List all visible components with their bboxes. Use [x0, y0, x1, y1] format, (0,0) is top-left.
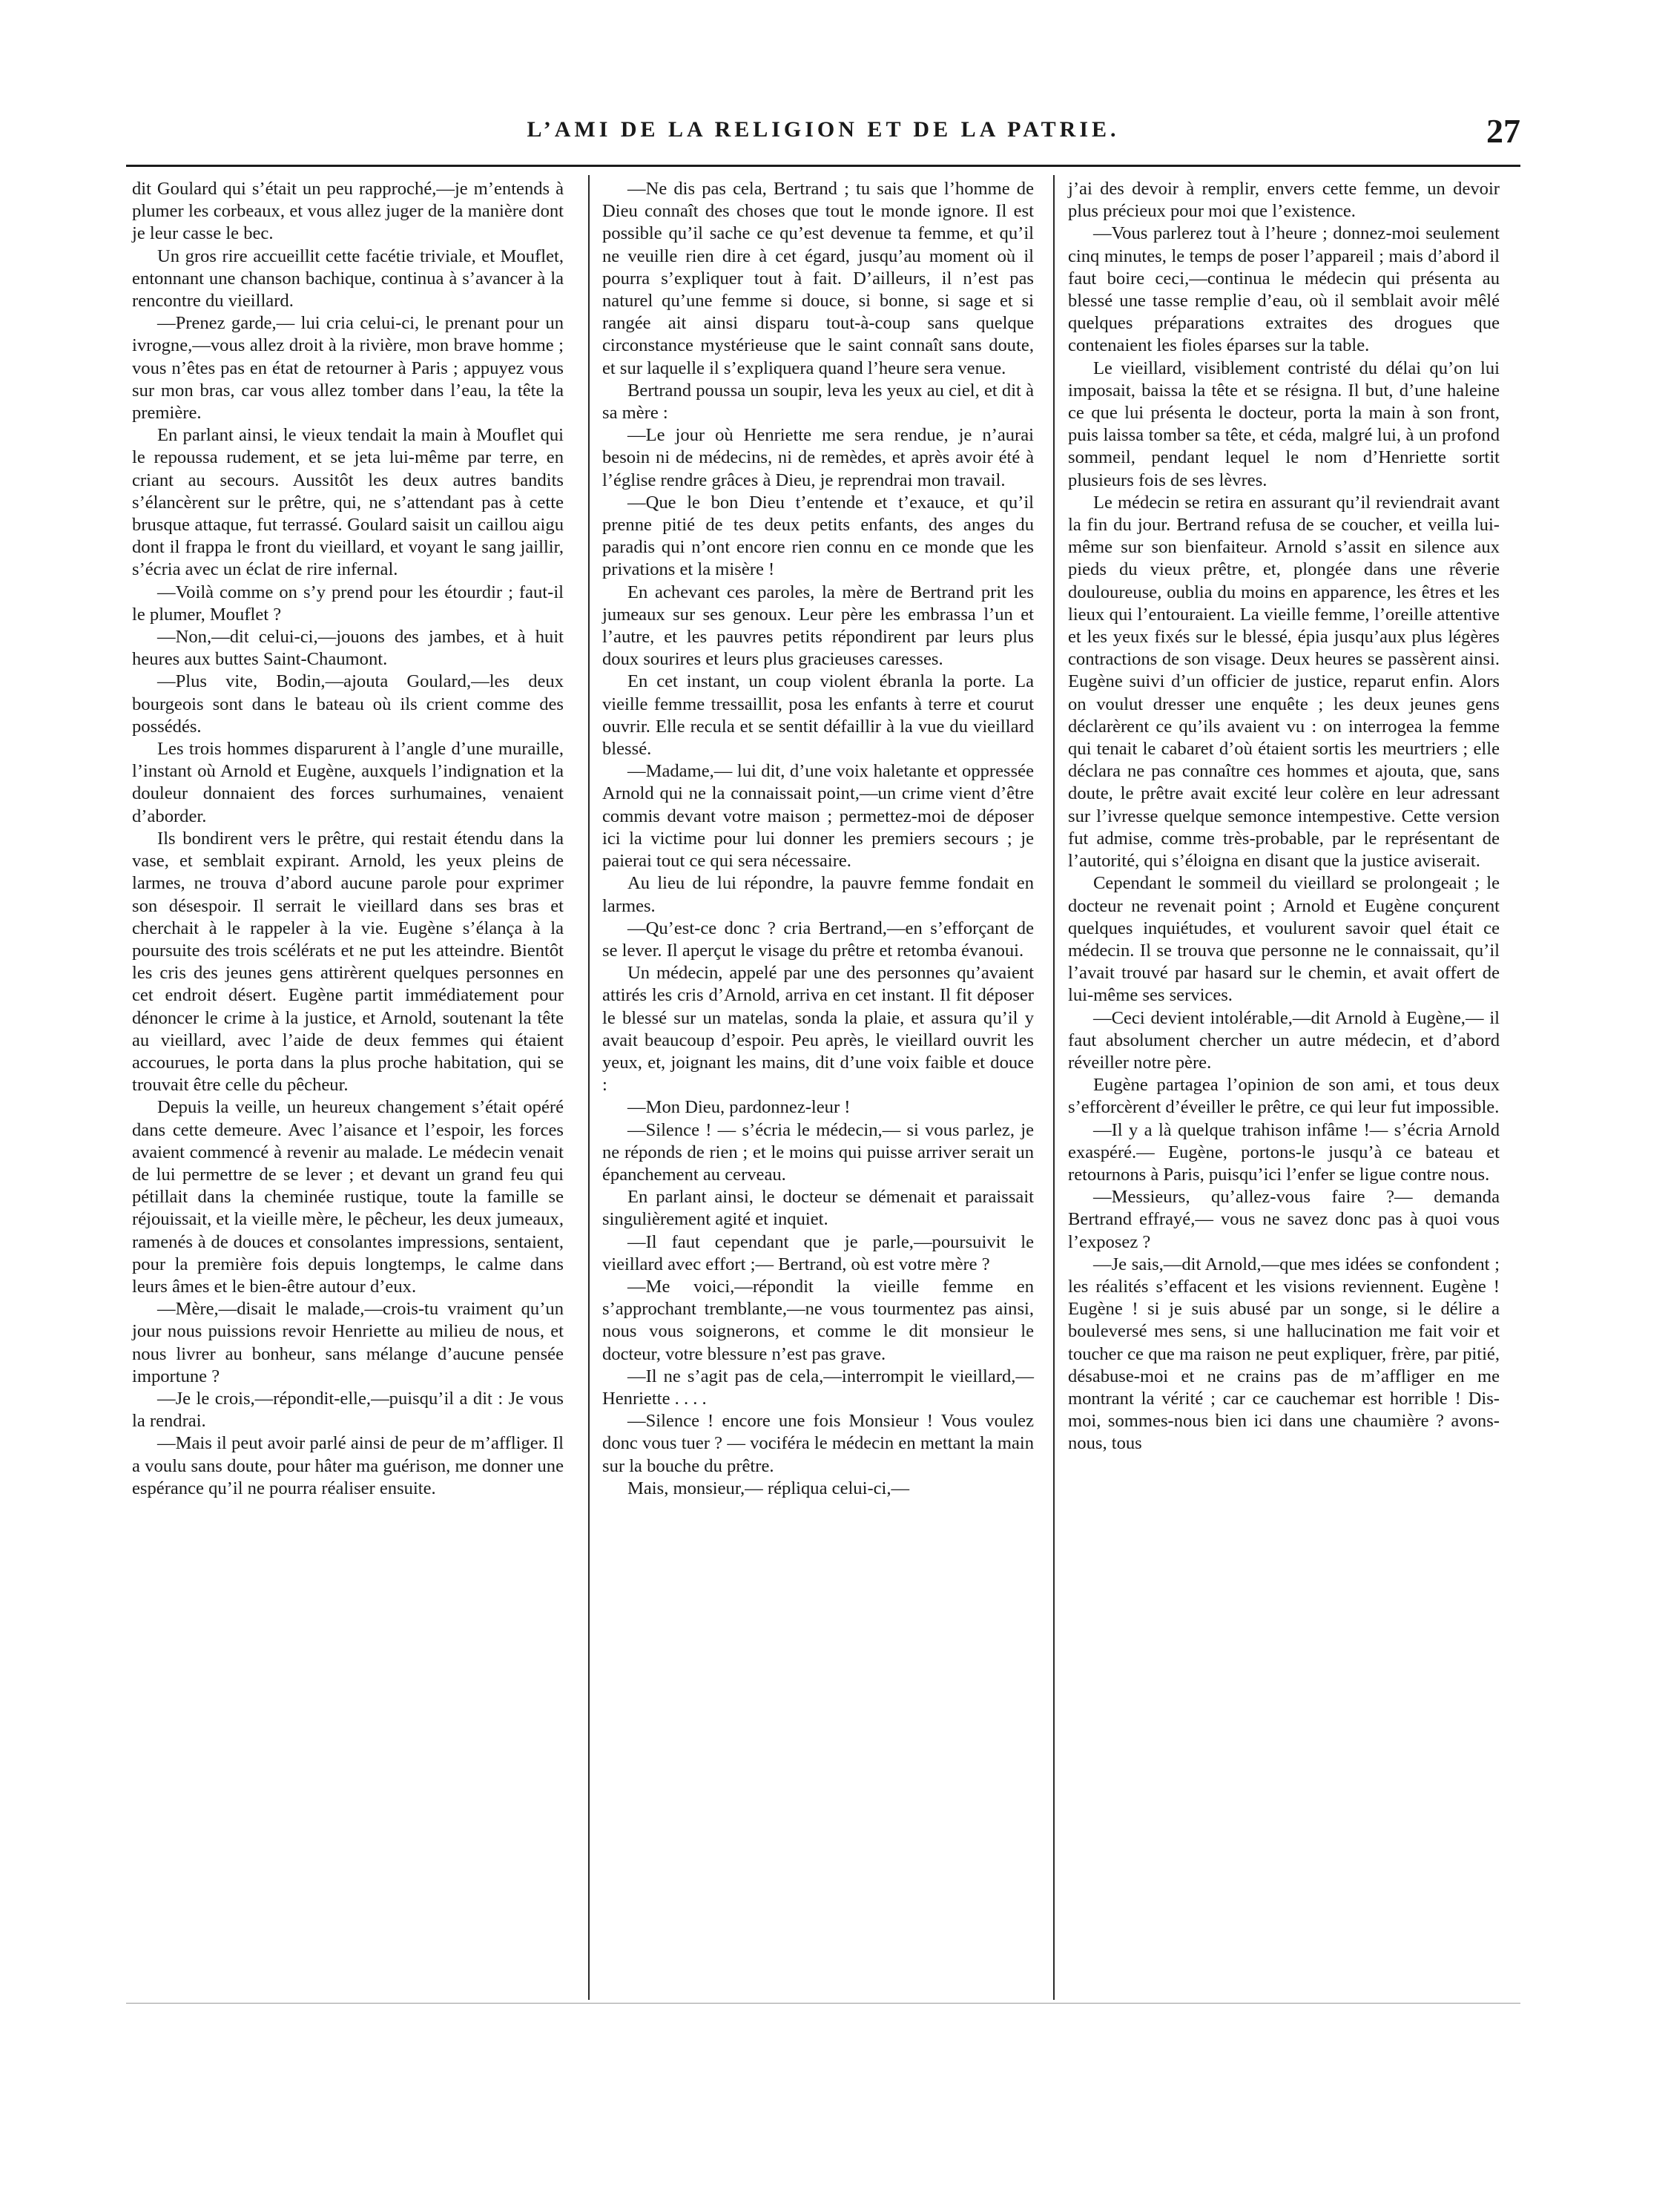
paragraph: —Silence ! — s’écria le médecin,— si vous parlez, je ne réponds de rien ; et le moins qui puisse arriver serait un épanchement au cerveau.: [602, 1119, 1034, 1185]
paragraph: Le vieillard, visiblement contristé du délai qu’on lui imposait, baissa la tête et se résigna. Il but, d’une haleine ce que lui présenta le docteur, porta la main à son front, puis laissa tomber sa tête, et céda, malgré lui, à un profond sommeil, pendant lequel le nom d’Henriette sortit plusieurs fois de ses lèvres.: [1068, 358, 1500, 490]
paragraph: —Je le crois,—répondit-elle,—puisqu’il a dit : Je vous la rendrai.: [132, 1388, 564, 1432]
paragraph: dit Goulard qui s’était un peu rapproché,—je m’entends à plumer les corbeaux, et vous allez juger de la manière dont je leur casse le bec.: [132, 179, 564, 244]
paragraph: —Il y a là quelque trahison infâme !— s’écria Arnold exaspéré.— Eugène, portons-le jusqu’à ce bateau et retournons à Paris, puisqu’ici l’enfer se ligue contre nous.: [1068, 1119, 1500, 1185]
paragraph: —Il ne s’agit pas de cela,—interrompit le vieillard,—Henriette . . . .: [602, 1366, 1034, 1409]
paragraph: —Qu’est-ce donc ? cria Bertrand,—en s’efforçant de se lever. Il aperçut le visage du prêtre et retomba évanoui.: [602, 918, 1034, 961]
paragraph: —Voilà comme on s’y prend pour les étourdir ; faut-il le plumer, Mouflet ?: [132, 582, 564, 625]
text-column-1: [132, 178, 564, 1500]
paragraph: —Le jour où Henriette me sera rendue, je n’aurai besoin ni de médecins, ni de remèdes, et après avoir été à l’église rendre grâces à Dieu, je reprendrai mon travail.: [602, 425, 1034, 490]
paragraph: Les trois hommes disparurent à l’angle d’une muraille, l’instant où Arnold et Eugène, auxquels l’indignation et la douleur donnaient des forces surhumaines, venaient d’aborder.: [132, 739, 564, 826]
paragraph: —Mon Dieu, pardonnez-leur !: [627, 1097, 851, 1118]
paragraph: j’ai des devoir à remplir, envers cette femme, un devoir plus précieux pour moi que l’existence.: [1068, 179, 1500, 222]
journal-title: L’AMI DE LA RELIGION ET DE LA PATRIE.: [527, 117, 1120, 142]
paragraph: En parlant ainsi, le vieux tendait la main à Mouflet qui le repoussa rudement, et se jeta lui-même par terre, en criant au secours. Aussitôt les deux autres bandits s’élancèrent sur le prêtre, qui, ne s’attendant pas à cette brusque attaque, fut terrassé. Goulard saisit un caillou aigu dont il frappa le front du vieillard, et voyant le sang jaillir, s’écria avec un éclat de rire infernal.: [132, 425, 564, 580]
column-divider: [1053, 175, 1055, 2000]
paragraph: Ils bondirent vers le prêtre, qui restait étendu dans la vase, et semblait expirant. Arnold, les yeux pleins de larmes, ne trouva d’abord aucune parole pour exprimer son désespoir. Il serrait le vieillard dans ses bras et cherchait à le rappeler à la vie. Eugène s’élança à la poursuite des trois scélérats et ne put les atteindre. Bientôt les cris des jeunes gens attirèrent quelques personnes en cet endroit désert. Eugène partit immédiatement pour dénoncer le crime à la justice, et Arnold, soutenant la tête au vieillard, avec l’aide de deux femmes qui étaient accourues, le porta dans la plus proche habitation, qui se trouvait être celle du pêcheur.: [132, 828, 564, 1096]
paragraph: En parlant ainsi, le docteur se démenait et paraissait singulièrement agité et inquiet.: [602, 1187, 1034, 1230]
page-number: 27: [1486, 112, 1520, 150]
paragraph: —Prenez garde,— lui cria celui-ci, le prenant pour un ivrogne,—vous allez droit à la rivière, mon brave homme ; vous n’êtes pas en état de retourner à Paris ; appuyez vous sur mon bras, car vous allez tomber dans l’eau, la tête la première.: [132, 313, 564, 424]
text-column-2: [602, 178, 1034, 1500]
paragraph: —Plus vite, Bodin,—ajouta Goulard,—les deux bourgeois sont dans le bateau où ils crient comme des possédés.: [132, 671, 564, 737]
paragraph: Depuis la veille, un heureux changement s’était opéré dans cette demeure. Avec l’aisance et l’espoir, les forces avaient commencé à revenir au malade. Le médecin venait de lui permettre de se lever ; et devant un grand feu qui pétillait dans la cheminée rustique, toute la famille se réjouissait, et la vieille mère, le pêcheur, les deux jumeaux, ramenés à de douces et consolantes impressions, sentaient, pour la première fois depuis longtemps, le calme dans leurs âmes et le bien-être autour d’eux.: [132, 1097, 564, 1297]
header-rule: [126, 165, 1520, 167]
paragraph: En cet instant, un coup violent ébranla la porte. La vieille femme tressaillit, posa les enfants à terre et courut ouvrir. Elle recula et se sentit défaillir à la vue du vieillard blessé.: [602, 671, 1034, 760]
paragraph: —Me voici,—répondit la vieille femme en s’approchant tremblante,—ne vous tourmentez pas ainsi, nous vous soignerons, et comme le dit monsieur le docteur, votre blessure n’est pas grave.: [602, 1276, 1034, 1364]
paragraph: —Ceci devient intolérable,—dit Arnold à Eugène,— il faut absolument chercher un autre médecin, et d’abord réveiller notre père.: [1068, 1007, 1500, 1073]
paragraph: —Il faut cependant que je parle,—poursuivit le vieillard avec effort ;— Bertrand, où est votre mère ?: [602, 1231, 1034, 1274]
paragraph: —Je sais,—dit Arnold,—que mes idées se confondent ; les réalités s’effacent et les visions reviennent. Eugène ! Eugène ! si je suis abusé par un songe, si le délire a bouleversé mes sens, si une hallucination me fait voir et toucher ce que ma raison ne peut expliquer, frère, par pitié, désabuse-moi et ne crains pas de m’affliger en me montrant la vérité ; car ce cauchemar est horrible ! Dis-moi, sommes-nous bien ici dans une chaumière ? avons-nous, tous: [1068, 1254, 1500, 1454]
paragraph: —Non,—dit celui-ci,—jouons des jambes, et à huit heures aux buttes Saint-Chaumont.: [132, 627, 564, 670]
paragraph: —Que le bon Dieu t’entende et t’exauce, et qu’il prenne pitié de tes deux petits enfants, des anges du paradis qui n’ont encore rien connu en ce monde que les privations et la misère !: [602, 492, 1034, 580]
column-divider: [588, 175, 590, 2000]
paragraph: Cependant le sommeil du vieillard se prolongeait ; le docteur ne revenait point ; Arnold et Eugène conçurent quelques inquiétudes, et voulurent savoir quel était ce médecin. Il se trouva que personne ne le connaissait, qu’il l’avait trouvé par hasard sur le chemin, et avait offert de lui-même ses services.: [1068, 873, 1500, 1006]
paragraph: Un médecin, appelé par une des personnes qu’avaient attirés les cris d’Arnold, arriva en cet instant. Il fit déposer le blessé sur un matelas, sonda la plaie, et assura qu’il y avait beaucoup d’espoir. Peu après, le vieillard ouvrit les yeux, et, joignant les mains, dit d’une voix faible et douce :: [602, 963, 1034, 1096]
paragraph: —Ne dis pas cela, Bertrand ; tu sais que l’homme de Dieu connaît des choses que tout le monde ignore. Il est possible qu’il sache ce qu’est devenue ta femme, et qu’il ne veuille rien dire à cet égard, jusqu’au moment où il pourra s’expliquer tout à fait. D’ailleurs, il n’est pas naturel qu’une femme si douce, si bonne, si sage et si rangée ait ainsi disparu tout-à-coup sans quelque circonstance mystérieuse que le saint connaît sans doute, et sur laquelle il s’expliquera quand l’heure sera venue.: [602, 179, 1034, 378]
running-header: [126, 111, 1520, 156]
paragraph: —Madame,— lui dit, d’une voix haletante et oppressée Arnold qui ne la connaissait point,—un crime vient d’être commis devant votre maison ; permettez-moi de déposer ici la victime pour lui donner les premiers secours ; je paierai tout ce qui sera nécessaire.: [602, 761, 1034, 872]
paragraph: —Silence ! encore une fois Monsieur ! Vous voulez donc vous tuer ? — vociféra le médecin en mettant la main sur la bouche du prêtre.: [602, 1411, 1034, 1476]
paragraph: —Vous parlerez tout à l’heure ; donnez-moi seulement cinq minutes, le temps de poser l’appareil ; mais d’abord il faut boire ceci,—continua le médecin qui présenta au blessé une tasse remplie d’eau, où il semblait avoir mêlé quelques préparations extraites des drogues que contenaient les fioles éparses sur la table.: [1068, 223, 1500, 356]
paragraph: Un gros rire accueillit cette facétie triviale, et Mouflet, entonnant une chanson bachique, continua à s’avancer à la rencontre du vieillard.: [132, 246, 564, 312]
paragraph: Au lieu de lui répondre, la pauvre femme fondait en larmes.: [602, 873, 1034, 916]
text-column-3: [1068, 178, 1500, 1455]
paragraph: Bertrand poussa un soupir, leva les yeux au ciel, et dit à sa mère :: [602, 380, 1034, 424]
paragraph: Eugène partagea l’opinion de son ami, et tous deux s’efforcèrent d’éveiller le prêtre, ce qui leur fut impossible.: [1068, 1075, 1500, 1118]
paragraph: Le médecin se retira en assurant qu’il reviendrait avant la fin du jour. Bertrand refusa de se coucher, et veilla lui-même sur son bienfaiteur. Arnold s’assit en silence aux pieds du vieux prêtre, et, plongée dans une rêverie douloureuse, oublia du moins en apparence, les êtres et les lieux qui l’entouraient. La vieille femme, l’oreille attentive et les yeux fixés sur le blessé, épia jusqu’aux plus légères contractions de son visage. Deux heures se passèrent ainsi. Eugène suivi d’un officier de justice, reparut enfin. Alors on voulut dresser une enquête ; les deux jeunes gens déclarèrent ce qu’ils avaient vu : on interrogea la femme qui tenait le cabaret d’où étaient sortis les meurtriers ; elle déclara ne pas connaître ces hommes et ajouta, que, sans doute, le prêtre avait excité leur colère en leur adressant sur l’ivresse quelque semonce intempestive. Cette version fut admise, comme très-probable, par le représentant de l’autorité, qui s’éloigna en disant que la justice aviserait.: [1068, 492, 1500, 872]
paragraph: —Messieurs, qu’allez-vous faire ?— demanda Bertrand effrayé,— vous ne savez donc pas à quoi vous l’exposez ?: [1068, 1187, 1500, 1252]
paragraph: —Mère,—disait le malade,—crois-tu vraiment qu’un jour nous puissions revoir Henriette au milieu de nous, et nous livrer au bonheur, sans mélange d’aucune pensée importune ?: [132, 1299, 564, 1386]
paragraph: —Mais il peut avoir parlé ainsi de peur de m’affliger. Il a voulu sans doute, pour hâter ma guérison, me donner une espérance qu’il ne pourra réaliser ensuite.: [132, 1433, 564, 1498]
paragraph: En achevant ces paroles, la mère de Bertrand prit les jumeaux sur ses genoux. Leur père les embrassa l’un et l’autre, et les pauvres petits répondirent par leurs plus doux sourires et leurs plus gracieuses caresses.: [602, 582, 1034, 670]
paragraph: Mais, monsieur,— répliqua celui-ci,—: [627, 1478, 910, 1498]
footer-rule: [126, 2003, 1520, 2004]
